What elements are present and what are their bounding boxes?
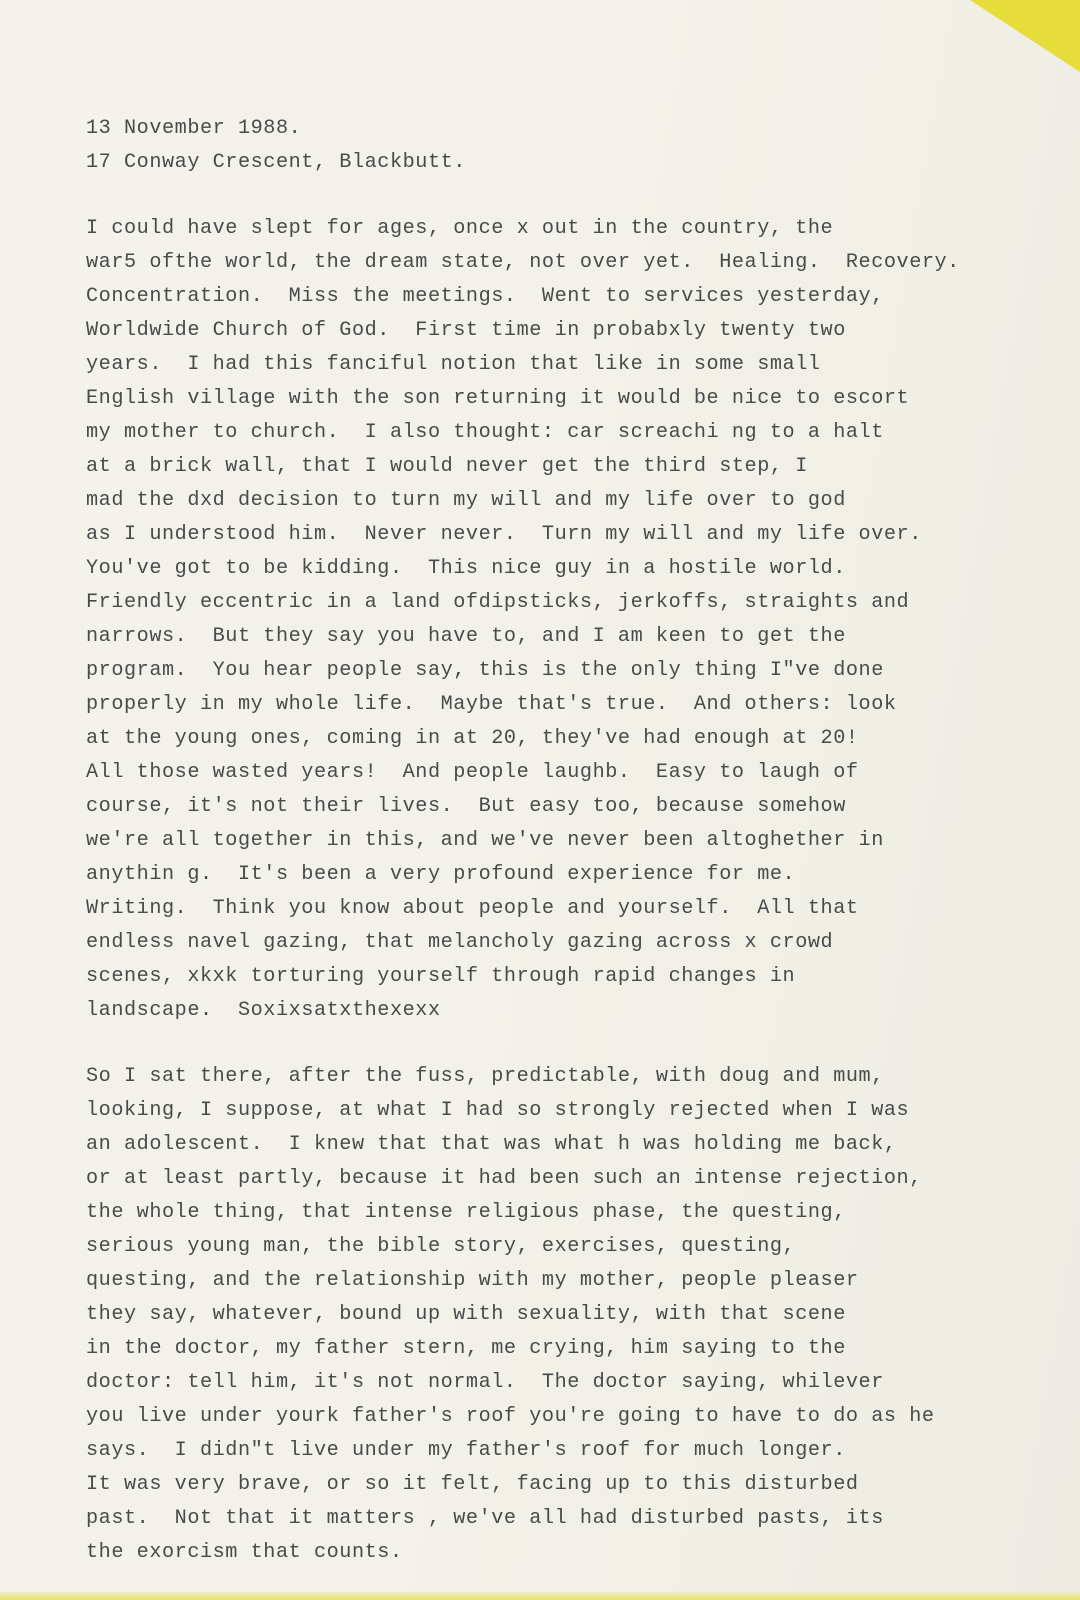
paragraph-gap — [86, 180, 1036, 212]
text-line: I could have slept for ages, once x out in the country, the — [86, 217, 834, 240]
text-line: serious young man, the bible story, exercises, questing, — [86, 1235, 796, 1258]
text-line: Friendly eccentric in a land ofdipsticks, jerkoffs, straights and — [86, 591, 910, 614]
text-line: scenes, xkxk torturing yourself through rapid changes in — [86, 965, 796, 988]
text-line: they say, whatever, bound up with sexuality, with that scene — [86, 1303, 846, 1326]
yellow-bottom-edge — [0, 1592, 1080, 1600]
text-line: says. I didn"t live under my father's roof for much longer. — [86, 1439, 846, 1462]
text-line: war5 ofthe world, the dream state, not over yet. Healing. Recovery. — [86, 251, 960, 274]
text-line: Worldwide Church of God. First time in probabxly twenty two — [86, 319, 846, 342]
text-line: past. Not that it matters , we've all had disturbed pasts, its — [86, 1507, 884, 1530]
text-line: at a brick wall, that I would never get the third step, I — [86, 455, 808, 478]
text-line: doctor: tell him, it's not normal. The doctor saying, whilever — [86, 1371, 884, 1394]
paragraph-gap — [86, 1028, 1036, 1060]
text-line: It was very brave, or so it felt, facing up to this disturbed — [86, 1473, 859, 1496]
letter-date: 13 November 1988. — [86, 117, 302, 140]
paragraph-1 — [86, 212, 1036, 1028]
text-line: You've got to be kidding. This nice guy in a hostile world. — [86, 557, 846, 580]
text-line: English village with the son returning it would be nice to escort — [86, 387, 910, 410]
text-line: questing, and the relationship with my mother, people pleaser — [86, 1269, 859, 1292]
text-line: mad the dxd decision to turn my will and my life over to god — [86, 489, 846, 512]
text-line: an adolescent. I knew that that was what h was holding me back, — [86, 1133, 897, 1156]
text-line: course, it's not their lives. But easy too, because somehow — [86, 795, 846, 818]
text-line: program. You hear people say, this is the only thing I"ve done — [86, 659, 884, 682]
text-line: we're all together in this, and we've never been altoghether in — [86, 829, 884, 852]
text-line: Concentration. Miss the meetings. Went to services yesterday, — [86, 285, 884, 308]
text-line: my mother to church. I also thought: car screachi ng to a halt — [86, 421, 884, 444]
text-line: the exorcism that counts. — [86, 1541, 403, 1564]
text-line: anythin g. It's been a very profound experience for me. — [86, 863, 796, 886]
text-line: endless navel gazing, that melancholy gazing across x crowd — [86, 931, 834, 954]
text-line: or at least partly, because it had been such an intense rejection, — [86, 1167, 922, 1190]
text-line: So I sat there, after the fuss, predictable, with doug and mum, — [86, 1065, 884, 1088]
text-line: Writing. Think you know about people and yourself. All that — [86, 897, 859, 920]
text-line: looking, I suppose, at what I had so strongly rejected when I was — [86, 1099, 910, 1122]
text-line: landscape. Soxixsatxthexexx — [86, 999, 441, 1022]
text-line: in the doctor, my father stern, me crying, him saying to the — [86, 1337, 846, 1360]
text-line: as I understood him. Never never. Turn my will and my life over. — [86, 523, 922, 546]
paragraph-2 — [86, 1060, 1036, 1570]
text-line: properly in my whole life. Maybe that's true. And others: look — [86, 693, 897, 716]
text-line: at the young ones, coming in at 20, they've had enough at 20! — [86, 727, 859, 750]
yellow-corner-tab — [970, 0, 1080, 72]
text-line: the whole thing, that intense religious phase, the questing, — [86, 1201, 846, 1224]
text-line: years. I had this fanciful notion that like in some small — [86, 353, 821, 376]
letter-address: 17 Conway Crescent, Blackbutt. — [86, 151, 466, 174]
text-line: narrows. But they say you have to, and I am keen to get the — [86, 625, 846, 648]
text-line: All those wasted years! And people laughb. Easy to laugh of — [86, 761, 859, 784]
typed-letter — [86, 112, 1036, 1570]
text-line: you live under yourk father's roof you're going to have to do as he — [86, 1405, 935, 1428]
